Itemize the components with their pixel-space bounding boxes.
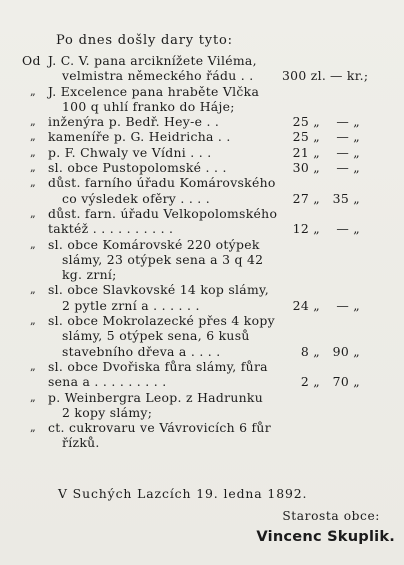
- line-text: J. Excelence pana hraběte Vlčka: [48, 83, 260, 99]
- amount-krejcary: — „: [336, 297, 360, 313]
- amount-zlaty: 24 „: [292, 297, 320, 313]
- amount-zlaty: 30 „: [292, 160, 320, 176]
- amount-krejcary: 70 „: [332, 374, 360, 390]
- line-prefix: „: [30, 390, 36, 404]
- amount-zlaty: 25 „: [292, 129, 320, 145]
- donation-line: [0, 84, 404, 99]
- donation-line: [0, 359, 404, 374]
- line-text: 2 kopy slámy;: [62, 404, 153, 420]
- donation-line: [0, 267, 404, 282]
- donation-line: [0, 420, 404, 435]
- line-prefix: „: [30, 145, 36, 159]
- line-text: sl. obce Slavkovské 14 kop slámy,: [48, 282, 269, 298]
- signature-name: Vincenc Skuplik.: [256, 528, 395, 545]
- line-text: slámy, 5 otýpek sena, 6 kusů: [62, 328, 250, 344]
- donation-list: [0, 53, 404, 451]
- line-text: ct. cukrovaru ve Vávrovicích 6 fůr: [48, 420, 271, 436]
- donation-line: [0, 221, 404, 236]
- line-text: p. Weinbergra Leop. z Hadrunku: [48, 389, 263, 405]
- donation-line: [0, 129, 404, 144]
- line-text: řízků.: [62, 435, 100, 451]
- donation-line: [0, 160, 404, 175]
- donation-line: [0, 206, 404, 221]
- donation-line: [0, 390, 404, 405]
- line-prefix: „: [30, 130, 36, 144]
- line-text: sl. obce Pustopolomské . . .: [48, 160, 227, 176]
- amount-krejcary: — kr.;: [330, 68, 369, 84]
- amount-zlaty: 21 „: [292, 144, 320, 160]
- line-text: J. C. V. pana arciknížete Viléma,: [48, 53, 257, 68]
- donation-line: [0, 435, 404, 450]
- line-text: stavebního dřeva a . . . .: [62, 343, 221, 359]
- line-text: p. F. Chwaly ve Vídni . . .: [48, 144, 212, 160]
- donation-line: [0, 298, 404, 313]
- line-prefix: „: [30, 314, 36, 328]
- donation-line: [0, 328, 404, 343]
- line-text: sl. obce Dvořiska fůra slámy, fůra: [48, 358, 268, 374]
- amount-krejcary: — „: [336, 114, 360, 130]
- amount-krejcary: — „: [336, 129, 360, 145]
- donation-line: [0, 145, 404, 160]
- donation-line: [0, 68, 404, 83]
- line-text: taktéž . . . . . . . . . .: [48, 221, 174, 237]
- amount-krejcary: — „: [336, 221, 360, 237]
- amount-zlaty: 25 „: [292, 114, 320, 130]
- line-text: kg. zrní;: [62, 267, 117, 283]
- amount-zlaty: 2 „: [300, 374, 320, 390]
- line-prefix: „: [30, 237, 36, 251]
- line-prefix: „: [30, 206, 36, 220]
- amount-krejcary: — „: [336, 160, 360, 176]
- donation-line: [0, 344, 404, 359]
- donation-line: [0, 252, 404, 267]
- donation-line: [0, 282, 404, 297]
- signature-title: Starosta obce:: [282, 509, 380, 523]
- line-text: důst. farn. úřadu Velkopolomského: [48, 205, 278, 221]
- line-prefix: „: [30, 359, 36, 373]
- amount-zlaty: 27 „: [292, 190, 320, 206]
- line-prefix: „: [30, 421, 36, 435]
- amount-krejcary: — „: [336, 144, 360, 160]
- line-prefix: „: [30, 161, 36, 175]
- line-text: sl. obce Mokrolazecké přes 4 kopy: [48, 313, 275, 329]
- line-text: důst. farního úřadu Komárovského: [48, 175, 276, 191]
- donation-line: [0, 99, 404, 114]
- line-prefix: „: [30, 283, 36, 297]
- line-text: co výsledek ofěry . . . .: [62, 190, 211, 206]
- line-text: sl. obce Komárovské 220 otýpek: [48, 236, 260, 252]
- line-text: slámy, 23 otýpek sena a 3 q 42: [62, 251, 264, 267]
- line-text: 100 q uhlí franko do Háje;: [62, 98, 235, 114]
- line-text: inženýra p. Bedř. Hey-e . .: [48, 114, 220, 130]
- donation-line: [0, 237, 404, 252]
- amount-krejcary: 90 „: [332, 343, 360, 359]
- amount-zlaty: 12 „: [292, 221, 320, 237]
- amount-zlaty: 8 „: [300, 343, 320, 359]
- donation-line: [0, 313, 404, 328]
- line-prefix: „: [30, 115, 36, 129]
- line-prefix: „: [30, 84, 36, 98]
- line-text: sena a . . . . . . . . .: [48, 374, 167, 390]
- donation-line: [0, 114, 404, 129]
- line-text: 2 pytle zrní a . . . . . .: [62, 297, 200, 313]
- line-prefix: Od: [22, 53, 41, 68]
- line-text: velmistra německého řádu . .: [62, 68, 254, 84]
- donation-line: [0, 175, 404, 190]
- place-date-line: V Suchých Lazcích 19. ledna 1892.: [58, 486, 308, 501]
- amount-zlaty: 300 zl.: [282, 68, 327, 84]
- line-prefix: „: [30, 176, 36, 190]
- amount-krejcary: 35 „: [332, 190, 360, 206]
- donation-line: [0, 405, 404, 420]
- donation-line: [0, 374, 404, 389]
- document-heading: Po dnes došly dary tyto:: [56, 33, 233, 48]
- line-text: kameníře p. G. Heidricha . .: [48, 129, 231, 145]
- donation-line: [0, 53, 404, 68]
- donation-line: [0, 191, 404, 206]
